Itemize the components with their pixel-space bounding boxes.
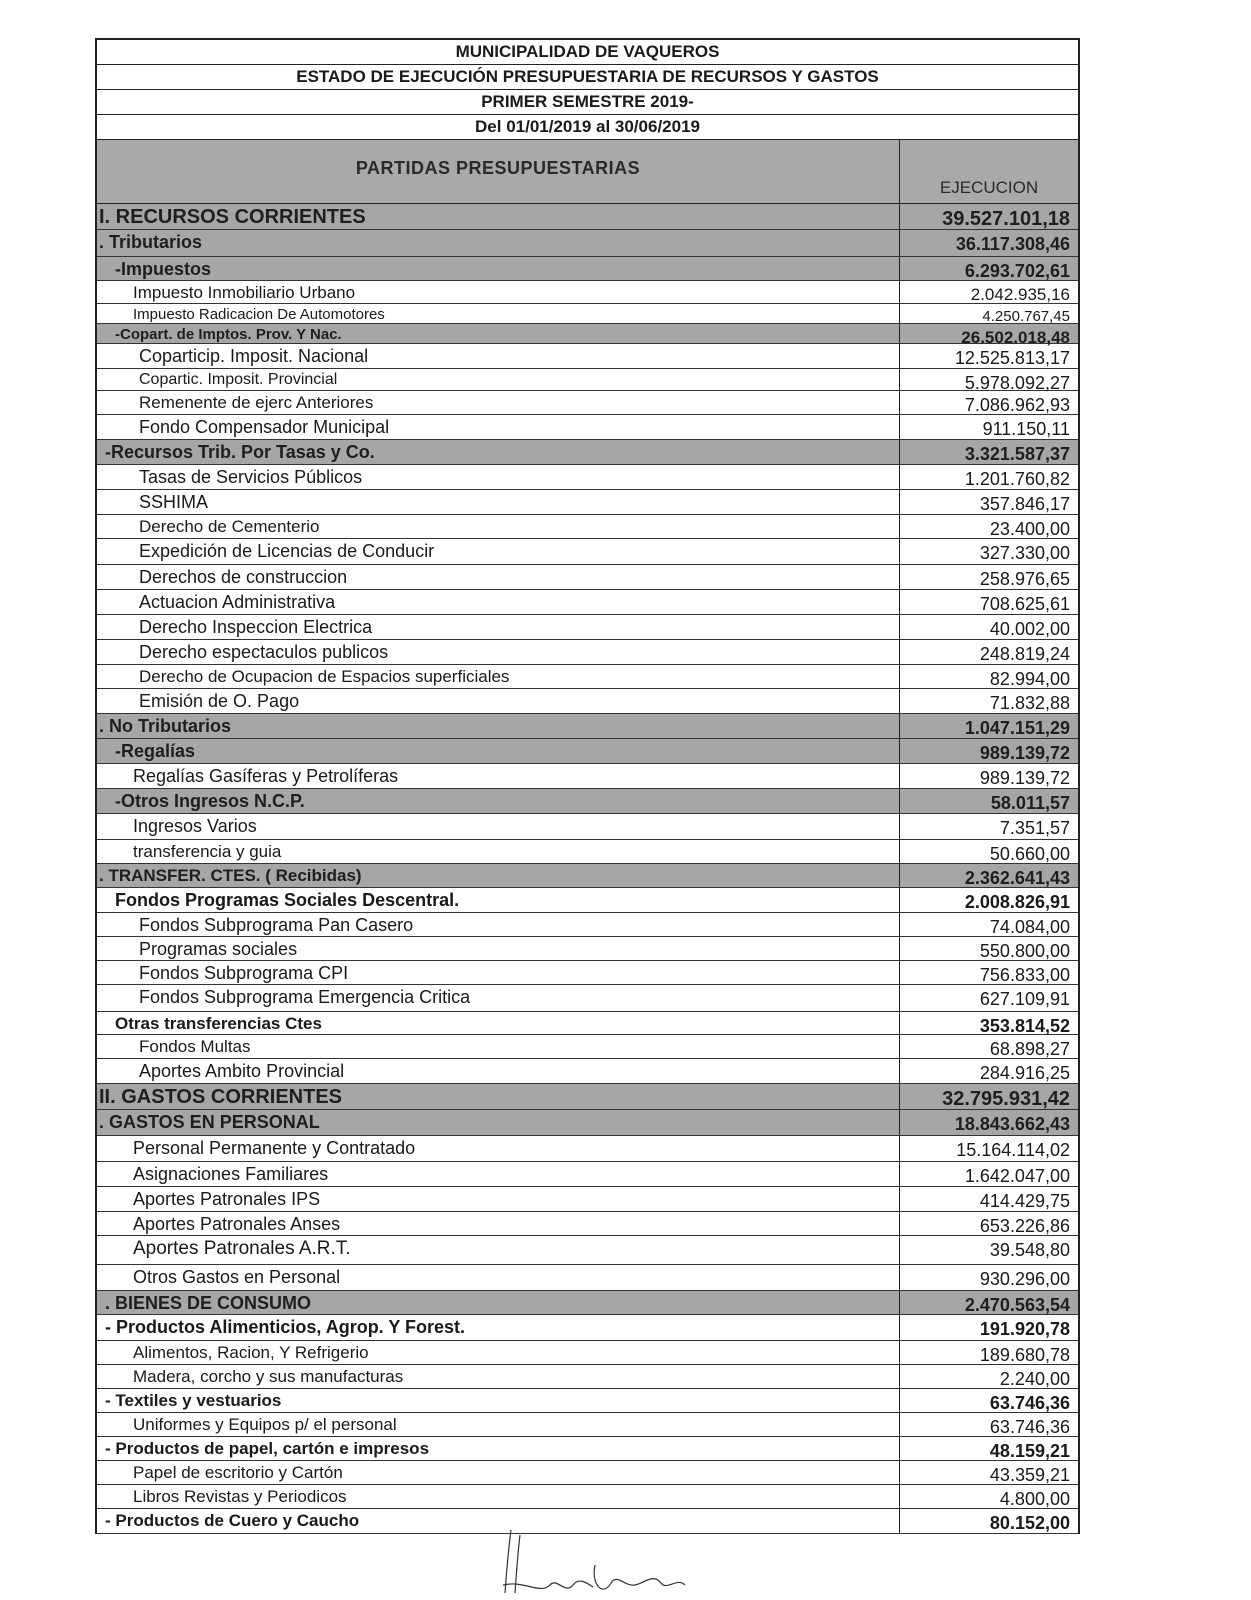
row-label: SSHIMA (97, 490, 900, 514)
row-value: 708.625,61 (979, 594, 1070, 614)
subgroup-row (97, 789, 1078, 814)
row-value: 18.843.662,43 (954, 1114, 1070, 1134)
row-label: - Textiles y vestuarios (97, 1389, 900, 1412)
table-row (97, 1485, 1078, 1509)
row-value: 48.159,21 (989, 1441, 1070, 1461)
column-header-row (97, 140, 1078, 204)
subgroup-row (97, 1389, 1078, 1413)
row-label: Uniformes y Equipos p/ el personal (97, 1413, 900, 1436)
table-row (97, 590, 1078, 615)
row-label: Derechos de construccion (97, 565, 900, 589)
date-range: Del 01/01/2019 al 30/06/2019 (97, 115, 1078, 140)
partidas-column-header: PARTIDAS PRESUPUESTARIAS (97, 140, 900, 203)
row-value: 414.429,75 (979, 1191, 1070, 1211)
row-value: 930.296,00 (979, 1269, 1070, 1289)
row-label: Otras transferencias Ctes (97, 1012, 900, 1034)
row-label: Impuesto Radicacion De Automotores (97, 304, 900, 323)
row-label: Derecho de Cementerio (97, 515, 900, 538)
row-label: -Otros Ingresos N.C.P. (97, 789, 900, 813)
subgroup-row (97, 888, 1078, 913)
row-label: - Productos Alimenticios, Agrop. Y Forest. (97, 1315, 900, 1340)
table-row (97, 539, 1078, 565)
row-label: Expedición de Licencias de Conducir (97, 539, 900, 564)
row-value: 6.293.702,61 (964, 261, 1070, 281)
row-value: 3.321.587,37 (964, 444, 1070, 464)
row-label: Otros Gastos en Personal (97, 1265, 900, 1290)
table-row (97, 369, 1078, 391)
table-row (97, 665, 1078, 689)
period-title: PRIMER SEMESTRE 2019- (97, 90, 1078, 115)
row-value: 189.680,78 (979, 1345, 1070, 1365)
group-row (97, 714, 1078, 739)
subgroup-row (97, 1315, 1078, 1341)
row-value: 327.330,00 (979, 543, 1070, 563)
row-value: 50.660,00 (989, 844, 1070, 864)
report-title: ESTADO DE EJECUCIÓN PRESUPUESTARIA DE RECURSOS Y GASTOS (97, 65, 1078, 90)
municipality-title: MUNICIPALIDAD DE VAQUEROS (97, 40, 1078, 65)
table-row (97, 1035, 1078, 1059)
row-label: Impuesto Inmobiliario Urbano (97, 281, 900, 303)
row-value: 40.002,00 (989, 619, 1070, 639)
row-label: -Recursos Trib. Por Tasas y Co. (97, 440, 900, 464)
row-value: 63.746,36 (989, 1417, 1070, 1437)
row-label: II. GASTOS CORRIENTES (97, 1084, 900, 1109)
row-label: . No Tributarios (97, 714, 900, 738)
table-row (97, 515, 1078, 539)
row-value: 58.011,57 (990, 793, 1070, 813)
row-label: I. RECURSOS CORRIENTES (97, 204, 900, 229)
table-row (97, 1236, 1078, 1265)
table-row (97, 814, 1078, 840)
row-label: Fondos Programas Sociales Descentral. (97, 888, 900, 912)
row-label: Libros Revistas y Periodicos (97, 1485, 900, 1508)
row-label: Aportes Patronales Anses (97, 1212, 900, 1235)
subgroup-row (97, 1437, 1078, 1461)
row-label: Regalías Gasíferas y Petrolíferas (97, 764, 900, 788)
row-value: 653.226,86 (979, 1216, 1070, 1236)
group-row (97, 230, 1078, 257)
row-value: 248.819,24 (979, 644, 1070, 664)
row-value: 989.139,72 (979, 768, 1070, 788)
row-value: 2.240,00 (999, 1369, 1070, 1389)
row-label: Emisión de O. Pago (97, 689, 900, 713)
row-label: . TRANSFER. CTES. ( Recibidas) (97, 864, 900, 887)
row-value: 353.814,52 (979, 1016, 1070, 1036)
table-row (97, 1162, 1078, 1187)
row-label: Ingresos Varios (97, 814, 900, 839)
row-label: transferencia y guia (97, 840, 900, 863)
subgroup-row (97, 1012, 1078, 1035)
table-row (97, 689, 1078, 714)
row-value: 989.139,72 (979, 743, 1070, 763)
row-label: Derecho de Ocupacion de Espacios superficiales (97, 665, 900, 688)
row-label: Fondos Subprograma CPI (97, 961, 900, 984)
row-value: 39.548,80 (989, 1240, 1070, 1260)
row-value: 23.400,00 (989, 519, 1070, 539)
row-label: Asignaciones Familiares (97, 1162, 900, 1186)
table-row (97, 281, 1078, 304)
table-row (97, 615, 1078, 640)
row-value: 80.152,00 (989, 1513, 1070, 1533)
row-label: Fondos Multas (97, 1035, 900, 1058)
row-label: - Productos de Cuero y Caucho (97, 1509, 900, 1533)
row-label: Remenente de ejerc Anteriores (97, 391, 900, 414)
table-row (97, 344, 1078, 369)
table-row (97, 465, 1078, 490)
row-value: 550.800,00 (979, 941, 1070, 961)
row-label: -Copart. de Imptos. Prov. Y Nac. (97, 324, 900, 343)
row-label: Fondo Compensador Municipal (97, 415, 900, 439)
row-value: 258.976,65 (979, 569, 1070, 589)
row-value: 82.994,00 (989, 669, 1070, 689)
table-row (97, 1365, 1078, 1389)
table-row (97, 640, 1078, 665)
table-row (97, 565, 1078, 590)
subgroup-row (97, 440, 1078, 465)
row-value: 284.916,25 (979, 1063, 1070, 1083)
table-row (97, 1212, 1078, 1236)
ejecucion-column-header: EJECUCION (939, 178, 1039, 197)
row-label: Personal Permanente y Contratado (97, 1136, 900, 1161)
row-label: Papel de escritorio y Cartón (97, 1461, 900, 1484)
row-value: 36.117.308,46 (955, 234, 1070, 254)
table-row (97, 840, 1078, 864)
row-value: 2.042.935,16 (970, 285, 1070, 304)
row-label: . BIENES DE CONSUMO (97, 1291, 900, 1314)
section-row (97, 204, 1078, 230)
row-value: 4.800,00 (999, 1489, 1070, 1509)
row-label: Fondos Subprograma Pan Casero (97, 913, 900, 936)
row-label: Tasas de Servicios Públicos (97, 465, 900, 489)
row-value: 191.920,78 (979, 1319, 1070, 1339)
table-row (97, 1461, 1078, 1485)
table-row (97, 985, 1078, 1012)
section-row (97, 1084, 1078, 1110)
subgroup-row (97, 324, 1078, 347)
row-value: 39.527.101,18 (942, 208, 1070, 230)
row-value: 2.362.641,43 (964, 868, 1070, 888)
row-value: 1.201.760,82 (964, 469, 1070, 489)
row-value: 756.833,00 (979, 965, 1070, 985)
row-value: 63.746,36 (989, 1393, 1070, 1413)
row-value: 4.250.767,45 (982, 308, 1070, 325)
row-label: Aportes Patronales IPS (97, 1187, 900, 1211)
row-value: 74.084,00 (989, 917, 1070, 937)
table-row (97, 937, 1078, 961)
row-value: 627.109,91 (979, 989, 1070, 1009)
row-label: -Regalías (97, 739, 900, 763)
table-row (97, 304, 1078, 324)
row-value: 911.150,11 (982, 419, 1070, 439)
row-value: 68.898,27 (989, 1039, 1070, 1059)
row-value: 26.502.018,48 (961, 328, 1070, 347)
row-label: Derecho espectaculos publicos (97, 640, 900, 664)
table-row (97, 961, 1078, 985)
row-value: 5.978.092,27 (964, 373, 1070, 393)
table-row (97, 1265, 1078, 1291)
row-value: 2.008.826,91 (964, 892, 1070, 912)
subgroup-row (97, 257, 1078, 281)
table-row (97, 1413, 1078, 1437)
row-value: 1.642.047,00 (964, 1166, 1070, 1186)
table-row (97, 1136, 1078, 1162)
row-label: Actuacion Administrativa (97, 590, 900, 614)
row-value: 7.351,57 (999, 818, 1070, 838)
table-row (97, 415, 1078, 440)
table-row (97, 913, 1078, 937)
row-value: 357.846,17 (979, 494, 1070, 514)
row-value: 32.795.931,42 (942, 1088, 1070, 1110)
row-label: Coparticip. Imposit. Nacional (97, 344, 900, 368)
table-row (97, 391, 1078, 415)
row-label: Aportes Ambito Provincial (97, 1059, 900, 1083)
row-label: Alimentos, Racion, Y Refrigerio (97, 1341, 900, 1364)
row-value: 43.359,21 (989, 1465, 1070, 1485)
table-row (97, 1059, 1078, 1084)
row-label: Madera, corcho y sus manufacturas (97, 1365, 900, 1388)
row-label: Derecho Inspeccion Electrica (97, 615, 900, 639)
row-value: 7.086.962,93 (964, 395, 1070, 415)
row-label: Aportes Patronales A.R.T. (97, 1236, 900, 1264)
row-value: 12.525.813,17 (954, 348, 1070, 368)
table-row (97, 764, 1078, 789)
subgroup-row (97, 739, 1078, 764)
table-row (97, 490, 1078, 515)
signature-scribble (495, 1525, 715, 1600)
group-row (97, 864, 1078, 888)
table-row (97, 1187, 1078, 1212)
group-row (97, 1110, 1078, 1136)
table-row (97, 1341, 1078, 1365)
row-label: - Productos de papel, cartón e impresos (97, 1437, 900, 1460)
row-value: 71.832,88 (989, 693, 1070, 713)
row-label: -Impuestos (97, 257, 900, 280)
row-label: Fondos Subprograma Emergencia Critica (97, 985, 900, 1011)
row-value: 2.470.563,54 (964, 1295, 1070, 1315)
row-label: . GASTOS EN PERSONAL (97, 1110, 900, 1135)
group-row (97, 1291, 1078, 1315)
row-label: Copartic. Imposit. Provincial (97, 369, 900, 390)
row-label: . Tributarios (97, 230, 900, 256)
row-label: Programas sociales (97, 937, 900, 960)
row-value: 1.047.151,29 (964, 718, 1070, 738)
row-value: 15.164.114,02 (956, 1140, 1070, 1160)
budget-document (95, 38, 1080, 1534)
